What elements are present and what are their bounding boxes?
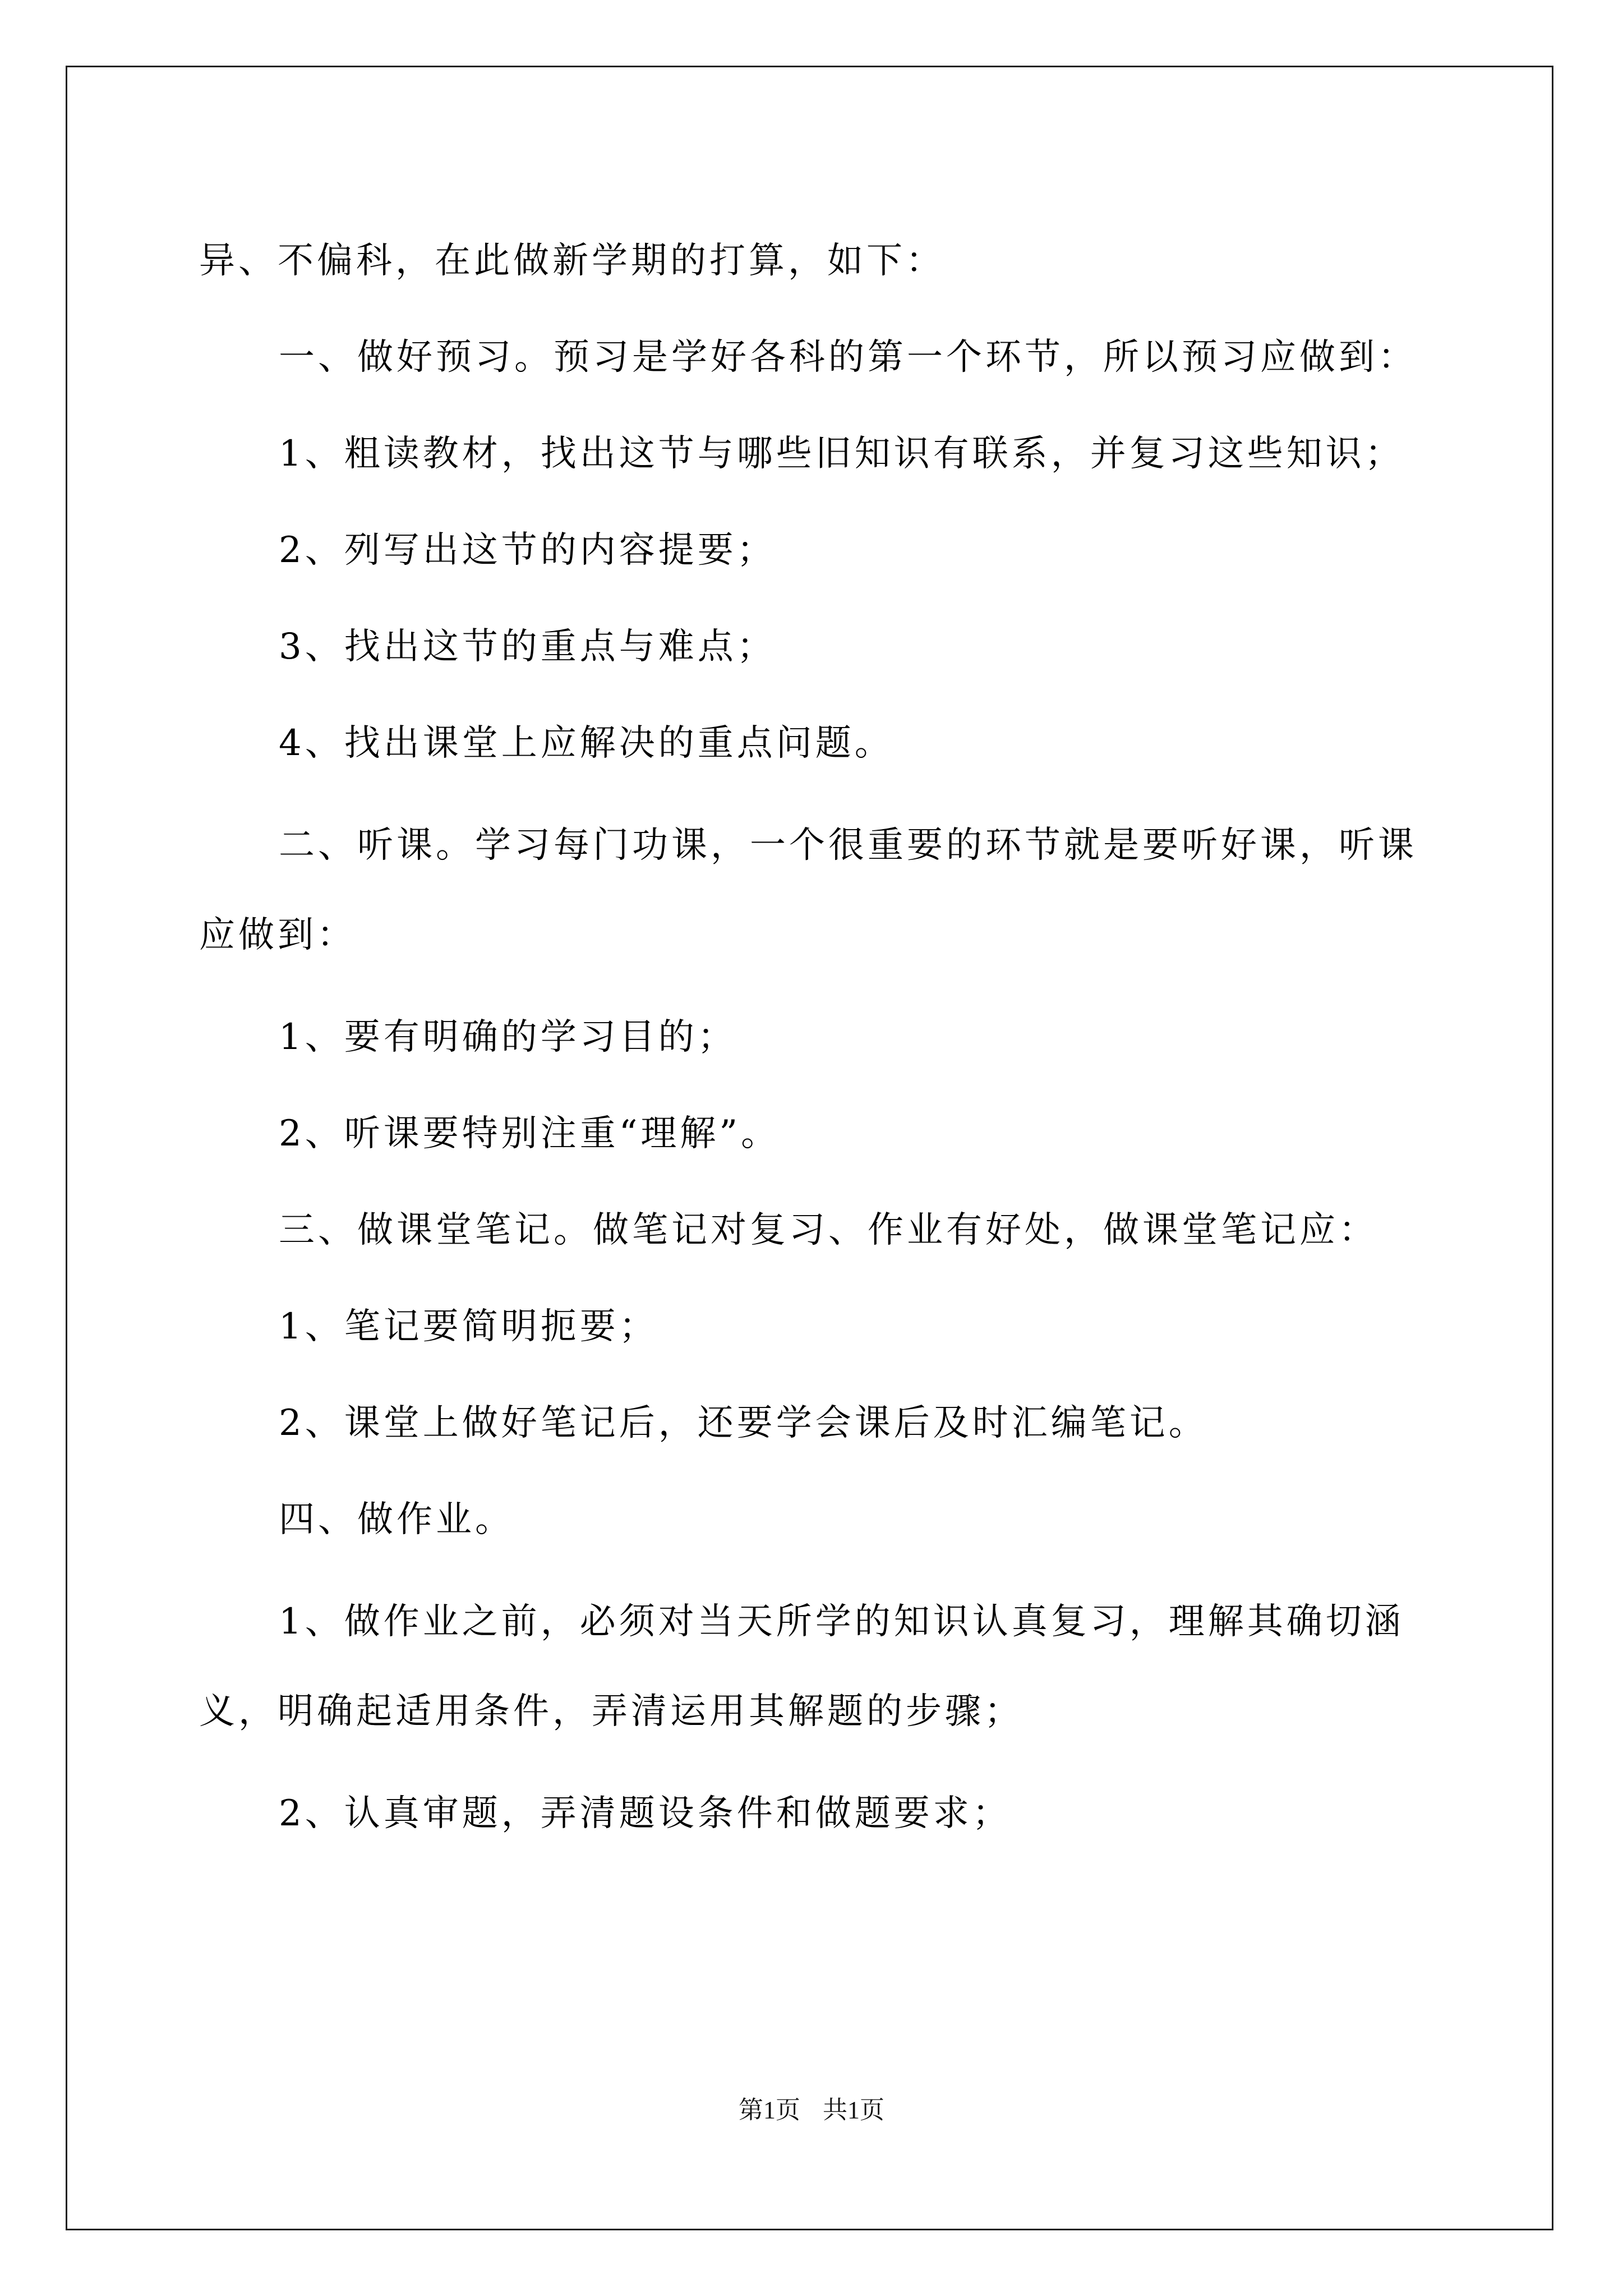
paragraph: 2、听课要特别注重“理解”。: [279, 1113, 781, 1154]
paragraph: 2、认真审题，弄清题设条件和做题要求；: [279, 1793, 1012, 1834]
paragraph: 2、列写出这节的内容提要；: [279, 530, 776, 571]
paragraph: 1、要有明确的学习目的；: [279, 1016, 737, 1058]
paragraph: 三、做课堂笔记。做笔记对复习、作业有好处，做课堂笔记应：: [279, 1209, 1378, 1251]
paragraph: 异、不偏科，在此做新学期的打算，如下：: [199, 240, 945, 282]
paragraph: 二、听课。学习每门功课，一个很重要的环节就是要听好课，听课应做到：: [199, 825, 1417, 956]
paragraph: 2、课堂上做好笔记后，还要学会课后及时汇编笔记。: [279, 1402, 1208, 1444]
paragraph: 1、做作业之前，必须对当天所学的知识认真复习，理解其确切涵义，明确起适用条件，弄清运用其解题的步骤；: [199, 1601, 1404, 1732]
page-footer: [0, 2090, 1623, 2125]
page-number-current: 第1页: [739, 2096, 800, 2124]
document-body: [199, 222, 1455, 1871]
page-number-total: 共1页: [823, 2096, 884, 2124]
paragraph: 一、做好预习。预习是学好各科的第一个环节，所以预习应做到：: [279, 337, 1417, 378]
paragraph: 1、笔记要简明扼要；: [279, 1306, 658, 1347]
paragraph: 3、找出这节的重点与难点；: [279, 626, 776, 668]
paragraph: 四、做作业。: [279, 1499, 514, 1540]
paragraph: 4、找出课堂上应解决的重点问题。: [279, 723, 894, 764]
paragraph: 1、粗读教材，找出这节与哪些旧知识有联系，并复习这些知识；: [279, 433, 1404, 475]
